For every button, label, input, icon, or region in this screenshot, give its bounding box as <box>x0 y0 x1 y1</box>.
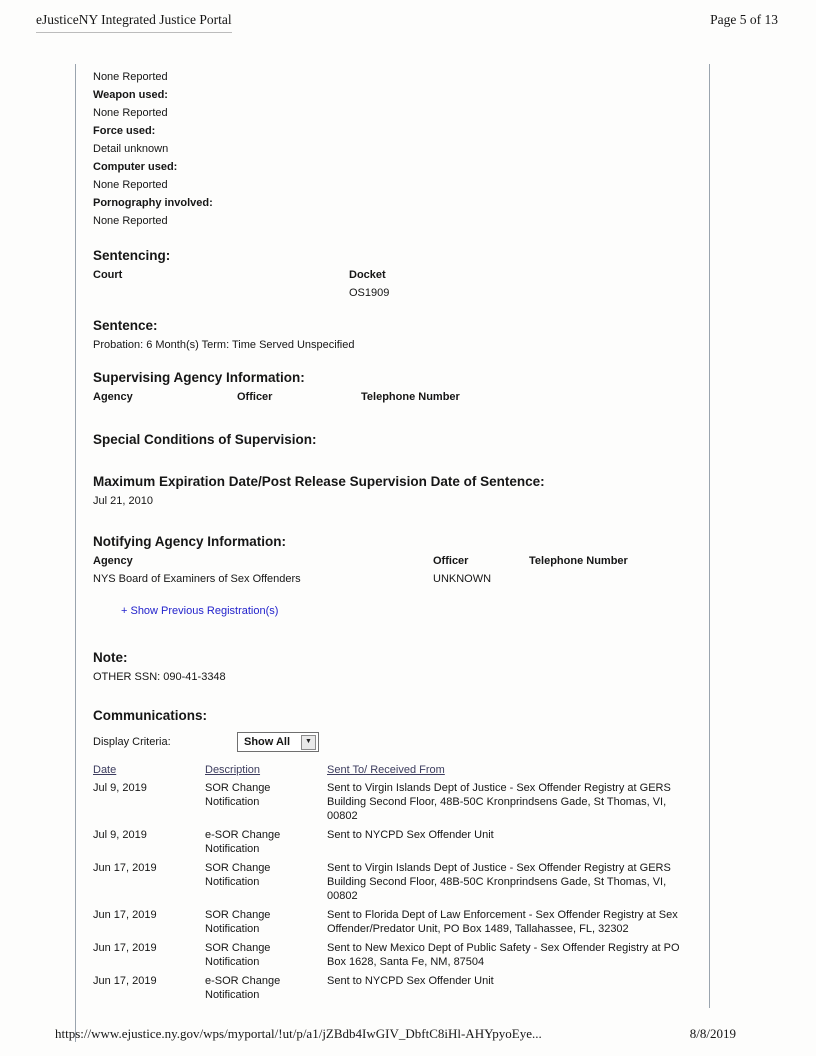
date-cell: Jul 9, 2019 <box>93 829 147 841</box>
table-row <box>93 973 699 1002</box>
table-row <box>93 780 699 823</box>
sent-to-cell: Sent to Florida Dept of Law Enforcement - Sex Offender Registry at Sex Offender/Predator Unit, PO Box 1489, Tallahassee, FL, 32302 <box>327 909 678 935</box>
sentence-heading: Sentence: <box>93 318 158 333</box>
sent-to-column-header[interactable]: Sent To/ Received From <box>327 764 445 776</box>
supervising-agency-heading: Supervising Agency Information: <box>93 370 305 385</box>
note-heading: Note: <box>93 650 128 665</box>
sent-to-cell: Sent to Virgin Islands Dept of Justice - Sex Offender Registry at GERS Building Second Floor, 48B-50C Kronprindsens Gade, St Thomas, VI, 00802 <box>327 782 671 822</box>
date-cell: Jun 17, 2019 <box>93 862 157 874</box>
display-criteria-label: Display Criteria: <box>93 736 171 748</box>
detail-line: Weapon used: <box>93 89 168 101</box>
sent-to-cell: Sent to New Mexico Dept of Public Safety - Sex Offender Registry at PO Box 1628, Santa Fe, NM, 87504 <box>327 942 680 968</box>
special-conditions-heading: Special Conditions of Supervision: <box>93 432 317 447</box>
docket-value: OS1909 <box>349 287 390 299</box>
print-footer <box>55 1026 736 1042</box>
page-number: Page 5 of 13 <box>710 12 778 27</box>
notifying-agency-rows <box>93 570 699 588</box>
telephone-column-header: Telephone Number <box>361 391 460 403</box>
detail-line: None Reported <box>93 179 168 191</box>
description-cell: SOR Change Notification <box>205 942 271 968</box>
officer-column-header: Officer <box>433 555 469 567</box>
detail-line: None Reported <box>93 107 168 119</box>
max-expiration-heading: Maximum Expiration Date/Post Release Supervision Date of Sentence: <box>93 474 545 489</box>
sent-to-cell: Sent to Virgin Islands Dept of Justice - Sex Offender Registry at GERS Building Second Floor, 48B-50C Kronprindsens Gade, St Thomas, VI, 00802 <box>327 862 671 902</box>
display-criteria-selected-value: Show All <box>244 736 291 748</box>
description-column-header[interactable]: Description <box>205 764 261 776</box>
table-row <box>93 860 699 903</box>
show-previous-registrations-link[interactable]: + Show Previous Registration(s) <box>121 605 279 617</box>
detail-line: None Reported <box>93 215 168 227</box>
supervising-agency-column-headers <box>93 388 699 406</box>
report-content <box>75 64 710 1008</box>
sentence-value: Probation: 6 Month(s) Term: Time Served Unspecified <box>93 339 355 351</box>
communications-table-header <box>93 762 699 778</box>
court-column-header: Court <box>93 269 123 281</box>
note-value: OTHER SSN: 090-41-3348 <box>93 671 226 683</box>
date-column-header[interactable]: Date <box>93 764 117 776</box>
court-value <box>93 284 349 302</box>
page-url: https://www.ejustice.ny.gov/wps/myportal/!ut/p/a1/jZBdb4IwGIV_DbftC8iHl-AHYpyoEye... <box>55 1026 542 1041</box>
detail-line: Computer used: <box>93 161 178 173</box>
description-cell: SOR Change Notification <box>205 782 271 808</box>
date-cell: Jun 17, 2019 <box>93 942 157 954</box>
docket-column-header: Docket <box>349 269 386 281</box>
sent-to-cell: Sent to NYCPD Sex Offender Unit <box>327 829 494 841</box>
notifying-agency-column-headers <box>93 552 699 570</box>
notifying-agency-heading: Notifying Agency Information: <box>93 534 286 549</box>
sentencing-value-row <box>93 284 699 302</box>
description-cell: SOR Change Notification <box>205 909 271 935</box>
sentencing-heading: Sentencing: <box>93 248 171 263</box>
display-criteria-select[interactable] <box>237 732 319 752</box>
print-header <box>36 12 778 33</box>
dropdown-arrow-icon: ▼ <box>301 735 316 750</box>
description-cell: e-SOR Change Notification <box>205 829 281 855</box>
detail-line: Force used: <box>93 125 156 137</box>
max-expiration-value: Jul 21, 2010 <box>93 495 153 507</box>
telephone-cell <box>529 570 699 588</box>
telephone-column-header: Telephone Number <box>529 555 628 567</box>
date-cell: Jun 17, 2019 <box>93 975 157 987</box>
agency-cell: NYS Board of Examiners of Sex Offenders <box>93 573 301 585</box>
communications-table-body <box>93 780 699 1002</box>
communications-heading: Communications: <box>93 708 208 723</box>
date-cell: Jun 17, 2019 <box>93 909 157 921</box>
print-date: 8/8/2019 <box>689 1026 736 1041</box>
officer-column-header: Officer <box>237 391 273 403</box>
description-cell: e-SOR Change Notification <box>205 975 281 1001</box>
table-row <box>93 907 699 936</box>
sentencing-column-headers <box>93 266 699 284</box>
offense-detail-lines <box>93 68 699 230</box>
agency-column-header: Agency <box>93 555 133 567</box>
detail-line: None Reported <box>93 71 168 83</box>
description-cell: SOR Change Notification <box>205 862 271 888</box>
notifying-agency-row <box>93 570 699 588</box>
sent-to-cell: Sent to NYCPD Sex Offender Unit <box>327 975 494 987</box>
officer-cell: UNKNOWN <box>433 573 492 585</box>
table-row <box>93 940 699 969</box>
detail-line: Pornography involved: <box>93 197 213 209</box>
table-row <box>93 827 699 856</box>
detail-line: Detail unknown <box>93 143 169 155</box>
agency-column-header: Agency <box>93 391 133 403</box>
display-criteria-row <box>93 732 699 752</box>
date-cell: Jul 9, 2019 <box>93 782 147 794</box>
portal-title: eJusticeNY Integrated Justice Portal <box>36 12 232 33</box>
